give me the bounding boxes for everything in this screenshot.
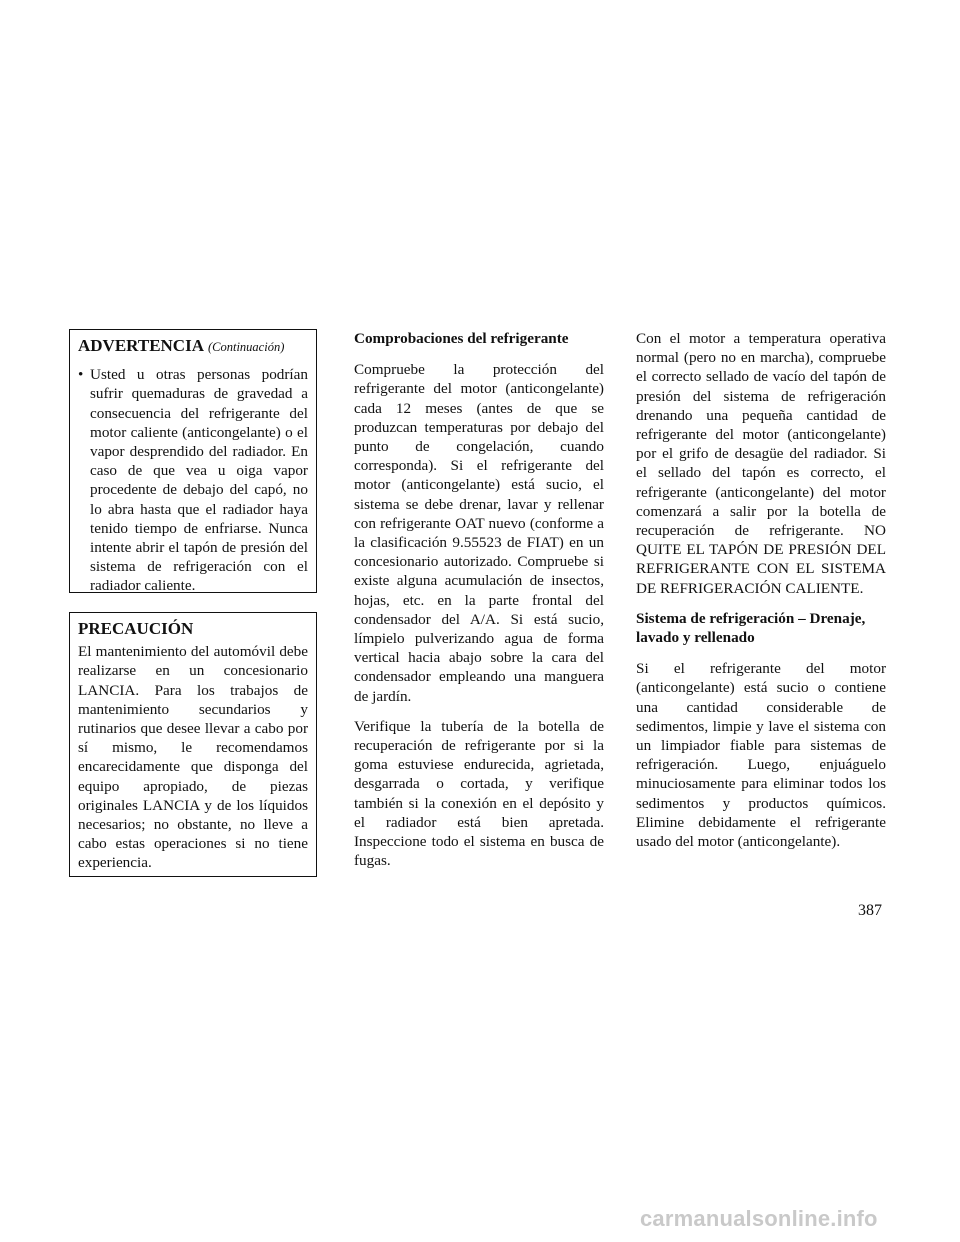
- watermark: carmanualsonline.info: [640, 1206, 878, 1231]
- pressure-cap-paragraph: Con el motor a temperatura operativa normal (pero no en marcha), compruebe el correcto sellado de vacío del tapón de presión del sistema de refrigeración drenando una pequeña cantidad de refrigerante del motor (anticongelante) por el grifo de desagüe del radiador. Si el sellado del tapón es correcto, el refrigerante (anticongelante) del motor comenzará a salir por la botella de recuperación de refrigerante. NO QUITE EL TAPÓN DE PRESIÓN DEL REFRIGERANTE CON EL SISTEMA DE REFRIGERACIÓN CALIENTE.: [636, 330, 886, 597]
- coolant-checks-heading: Comprobaciones del refrigerante: [354, 330, 569, 347]
- bullet-icon: •: [78, 366, 84, 384]
- page-number: 387: [858, 902, 882, 919]
- right-column: [636, 329, 886, 862]
- warning-text: Usted u otras personas podrían sufrir quemaduras de gravedad a consecuencia del refrigerante del motor caliente (anticongelante) o el vapor desprendido del radiador. En caso de que vea u oiga vapor procedente de debajo del capó, no lo abra hasta que el radiador haya tenido tiempo de enfriarse. Nunca intente abrir el tapón de presión del sistema de refrigeración con el radiador caliente.: [90, 366, 308, 595]
- cooling-system-heading: Sistema de refrigeración – Drenaje, lavado y rellenado: [636, 609, 866, 647]
- warning-title: ADVERTENCIA (Continuación): [78, 336, 285, 355]
- coolant-checks-paragraph-1: Compruebe la protección del refrigerante del motor (anticongelante) cada 12 meses (antes de que se produzcan temperaturas por debajo del punto de congelación, cuando corresponda). Si el refrigerante del motor (anticongelante) está sucio, el sistema se debe drenar, lavar y rellenar con refrigerante OAT nuevo (conforme a la clasificación 9.55523 de FIAT) en un concesionario autorizado. Compruebe si existe alguna acumulación de insectos, hojas, etc. en la parte frontal del condensador del A/A. Si está sucio, límpielo pulverizando agua de forma vertical hacia abajo sobre la cara del condensador empleando una manguera de jardín.: [354, 361, 604, 705]
- middle-column: [354, 329, 604, 881]
- caution-title: PRECAUCIÓN: [78, 619, 194, 638]
- warning-continuation: (Continuación): [207, 340, 285, 354]
- warning-bullet-item: [78, 365, 308, 595]
- coolant-checks-paragraph-2: Verifique la tubería de la botella de recuperación de refrigerante por si la goma estuviese endurecida, agrietada, desgarrada o cortada, y verifique también si la conexión en el depósito y el radiador está bien apretada. Inspeccione todo el sistema en busca de fugas.: [354, 717, 604, 870]
- cooling-system-paragraph: Si el refrigerante del motor (anticongelante) está sucio o contiene una cantidad considerable de sedimentos, limpie y lave el sistema con un limpiador fiable para sistemas de refrigeración. Luego, enjuáguelo minuciosamente para eliminar todos los sedimentos y productos químicos. Elimine debidamente el refrigerante usado del motor (anticongelante).: [636, 660, 886, 851]
- warning-box: [69, 329, 317, 593]
- caution-box: [69, 612, 317, 877]
- caution-text: El mantenimiento del automóvil debe realizarse en un concesionario LANCIA. Para los trabajos de mantenimiento secundarios y rutinarios que desee llevar a cabo por sí mismo, le recomendamos encarecidamente que disponga del equipo apropiado, de piezas originales LANCIA y de los líquidos necesarios; no obstante, no lleve a cabo estas operaciones si no tiene experiencia.: [78, 643, 308, 872]
